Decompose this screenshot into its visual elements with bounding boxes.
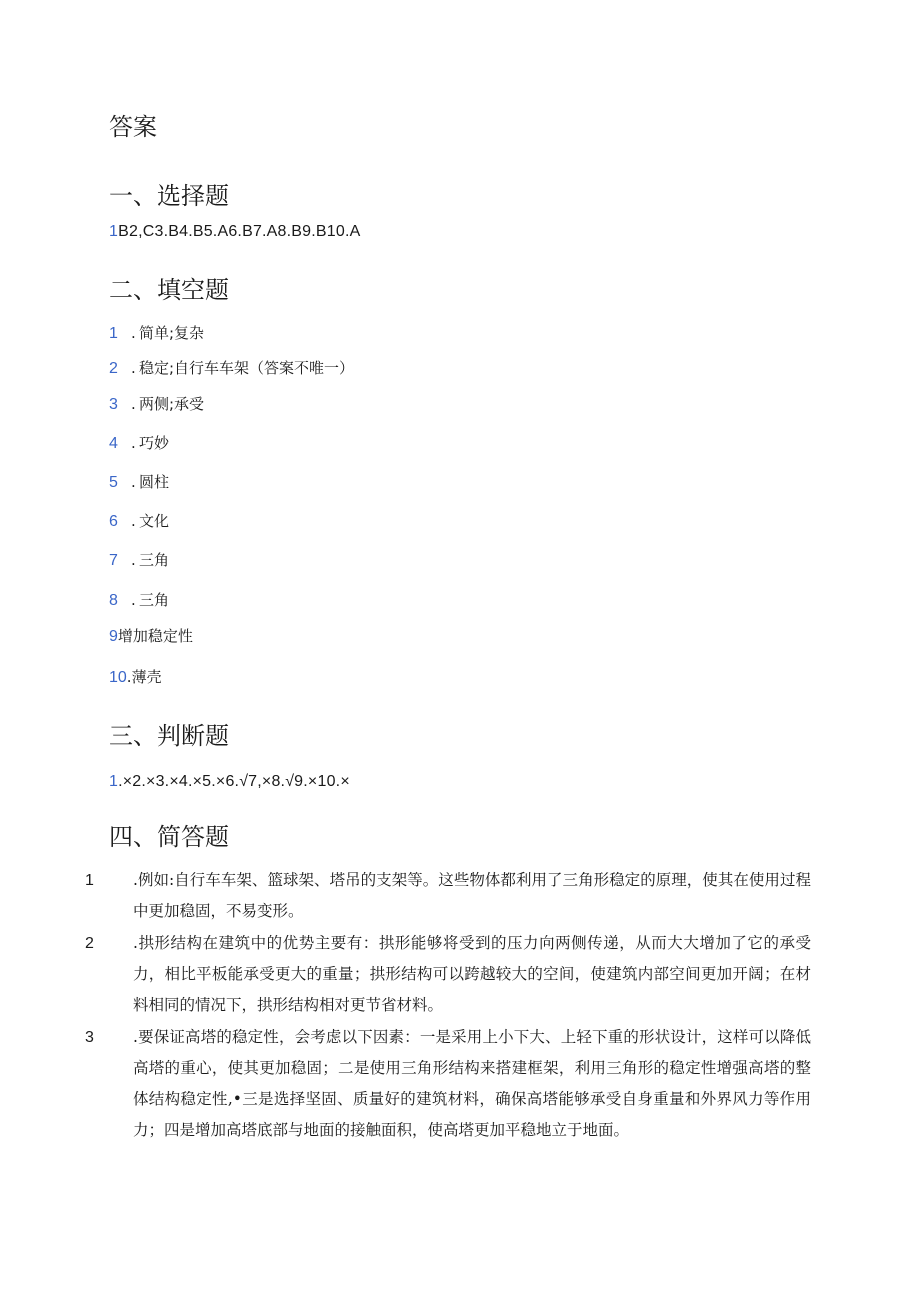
- fill-item-number: 8: [109, 592, 118, 609]
- fill-item-text: 圆柱: [139, 473, 170, 491]
- choice-answers-number: 1: [109, 223, 119, 240]
- section-heading-short-answer: 四、简答题: [109, 823, 229, 851]
- short-answer-number: 2: [85, 935, 94, 952]
- fill-item: 1 . 简单;复杂: [109, 322, 204, 345]
- fill-item: 3 . 两侧;承受: [109, 393, 204, 416]
- choice-answers: [109, 220, 361, 244]
- fill-item-text: 简单;复杂: [139, 324, 205, 342]
- fill-item-number: 2: [109, 360, 118, 377]
- fill-item: [109, 625, 193, 648]
- choice-answers-text: B2,C3.B4.B5.A6.B7.A8.B9.B10.A: [118, 223, 361, 240]
- fill-item: 6 . 文化: [109, 510, 169, 533]
- short-answer-item: [85, 865, 811, 927]
- fill-item: 5 . 圆柱: [109, 471, 169, 494]
- fill-item-number: 4: [109, 435, 118, 452]
- fill-item-number: 3: [109, 396, 118, 413]
- fill-item: 4 . 巧妙: [109, 432, 169, 455]
- fill-item-text: 三角: [139, 551, 170, 569]
- section-heading-choice: 一、选择题: [109, 182, 229, 210]
- short-answer-item: [85, 1022, 811, 1146]
- fill-item-text: 两侧;承受: [139, 395, 205, 413]
- fill-item-text: 文化: [139, 512, 170, 530]
- short-answer-text: .要保证高塔的稳定性，会考虑以下因素：一是采用上小下大、上轻下重的形状设计，这样可以降低高塔的重心，使其更加稳固；二是使用三角形结构来搭建框架，利用三角形的稳定性增强高塔的整体结构稳定性,•三是选择坚固、质量好的建筑材料，确保高塔能够承受自身重量和外界风力等作用力；四是增加高塔底部与地面的接触面积，使高塔更加平稳地立于地面。: [133, 1028, 811, 1139]
- fill-item-text: 薄壳: [131, 668, 162, 686]
- fill-item-text: 增加稳定性: [117, 627, 193, 645]
- fill-item: 2 . 稳定;自行车车架（答案不唯一）: [109, 357, 354, 380]
- short-answer-number: 3: [85, 1029, 94, 1046]
- section-heading-judge: 三、判断题: [109, 722, 229, 750]
- short-answer-text: .例如:自行车车架、篮球架、塔吊的支架等。这些物体都利用了三角形稳定的原理，使其在使用过程中更加稳固，不易变形。: [133, 871, 811, 920]
- short-answer-text: .拱形结构在建筑中的优势主要有：拱形能够将受到的压力向两侧传递，从而大大增加了它的承受力，相比平板能承受更大的重量；拱形结构可以跨越较大的空间，使建筑内部空间更加开阔；在材料相同的情况下，拱形结构相对更节省材料。: [133, 934, 811, 1014]
- fill-item-number: 7: [109, 552, 118, 569]
- judge-answers-text: .×2.×3.×4.×5.×6.√7,×8.√9.×10.×: [118, 773, 350, 790]
- fill-item-text: 巧妙: [139, 434, 170, 452]
- fill-item: 10.薄壳: [109, 666, 162, 689]
- judge-answers: [109, 770, 350, 794]
- short-answer-number: 1: [85, 872, 94, 889]
- short-answer-item: [85, 928, 811, 1021]
- fill-item-text: 稳定;自行车车架（答案不唯一）: [139, 359, 355, 377]
- fill-item-text: 三角: [139, 591, 170, 609]
- fill-item: 8 . 三角: [109, 589, 169, 612]
- fill-item-number: 9: [109, 628, 118, 645]
- fill-item: 7 . 三角: [109, 549, 169, 572]
- page-title: 答案: [109, 113, 157, 141]
- section-heading-fill: 二、填空题: [109, 276, 229, 304]
- fill-item-number: 1: [109, 325, 118, 342]
- fill-item-number: 5: [109, 474, 118, 491]
- fill-item-number: 10: [109, 669, 127, 686]
- fill-item-number: 6: [109, 513, 118, 530]
- judge-answers-number: 1: [109, 773, 119, 790]
